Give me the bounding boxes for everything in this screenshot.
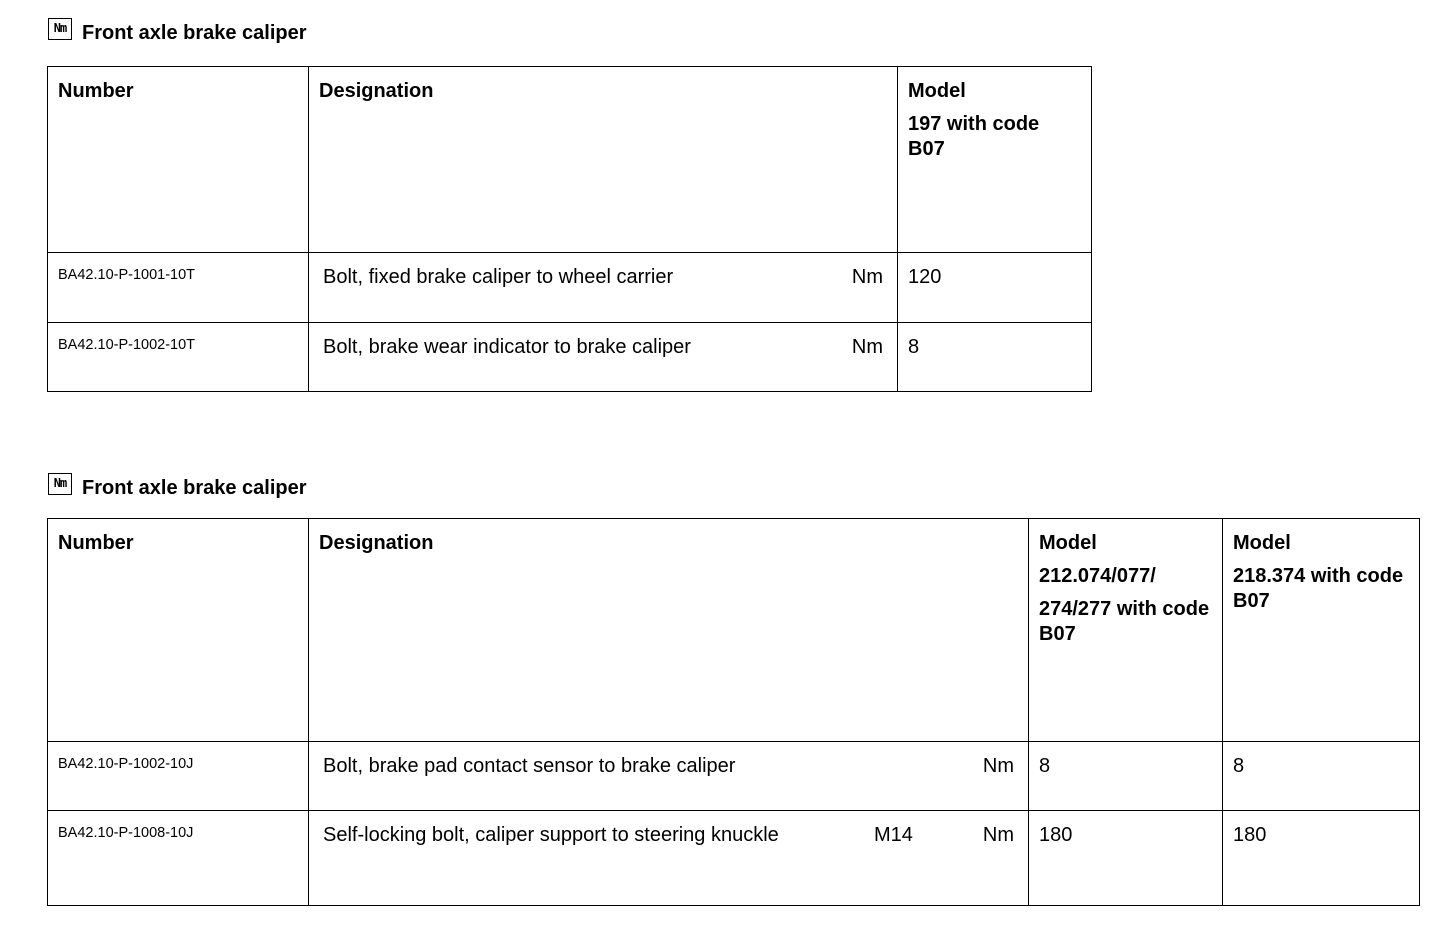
header-designation: Designation (309, 67, 898, 253)
torque-table-1 (47, 66, 1092, 392)
header-model (1029, 519, 1223, 742)
model-label: Model (908, 80, 966, 102)
unit-label: Nm (851, 336, 883, 358)
designation-text: Bolt, brake pad contact sensor to brake caliper (323, 755, 736, 777)
part-number: BA42.10-P-1001-10T (58, 267, 196, 283)
header-number: Number (48, 67, 309, 253)
section-2-title (48, 473, 307, 503)
torque-value: 180 (1233, 824, 1267, 846)
part-number: BA42.10-P-1002-10T (58, 337, 196, 353)
torque-value: 180 (1039, 824, 1073, 846)
thread-size (874, 754, 974, 779)
table-row (48, 323, 1092, 392)
section-title-text: Front axle brake caliper (82, 21, 307, 44)
model-code: 197 with code B07 (908, 113, 1040, 160)
model-code-line1: 212.074/077/ (1039, 565, 1156, 587)
header-number: Number (48, 519, 309, 742)
table-header-row (48, 67, 1092, 253)
header-model (898, 67, 1092, 253)
unit-label: Nm (851, 266, 883, 288)
model-label: Model (1233, 532, 1291, 554)
thread-size: M14 (874, 824, 913, 846)
table-row (48, 742, 1420, 811)
part-number: BA42.10-P-1008-10J (58, 825, 194, 841)
torque-nm-icon: Nm (48, 18, 72, 40)
designation-text: Self-locking bolt, caliper support to steering knuckle (323, 824, 779, 846)
model-label: Model (1039, 532, 1097, 554)
torque-value: 120 (908, 266, 942, 288)
model-code-line2: 274/277 with code B07 (1039, 598, 1210, 645)
part-number: BA42.10-P-1002-10J (58, 756, 194, 772)
model-code: 218.374 with code B07 (1233, 565, 1404, 612)
table-header-row (48, 519, 1420, 742)
table-row (48, 253, 1092, 323)
designation-text: Bolt, brake wear indicator to brake caliper (323, 336, 691, 358)
torque-nm-icon: Nm (48, 473, 72, 495)
unit-label: Nm (982, 755, 1014, 777)
header-model (1223, 519, 1420, 742)
header-designation: Designation (309, 519, 1029, 742)
table-row (48, 811, 1420, 906)
designation-text: Bolt, fixed brake caliper to wheel carrier (323, 266, 674, 288)
unit-label: Nm (982, 824, 1014, 846)
torque-value: 8 (908, 336, 920, 358)
torque-value: 8 (1039, 755, 1051, 777)
section-1-title (48, 18, 307, 48)
section-title-text: Front axle brake caliper (82, 476, 307, 499)
torque-value: 8 (1233, 755, 1245, 777)
torque-table-2 (47, 518, 1420, 906)
